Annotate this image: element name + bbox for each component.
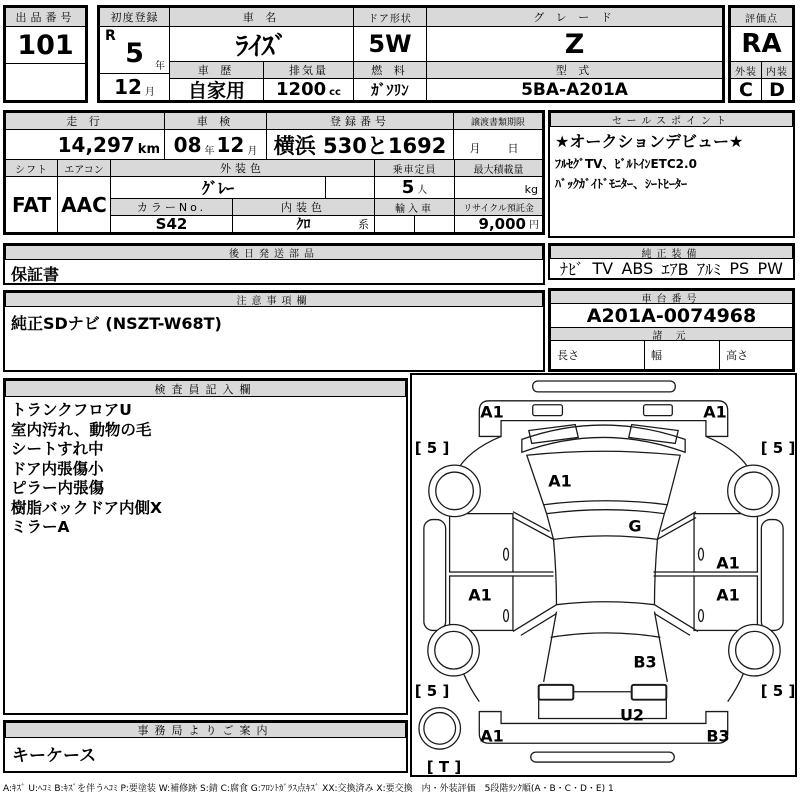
first-reg-month-unit: 月 xyxy=(144,87,155,98)
car-history-label: 車 歴 xyxy=(169,61,264,79)
tire-front-left: [ 5 ] xyxy=(414,439,450,457)
shift-value: FAT xyxy=(5,176,58,233)
door-shape-value: 5W xyxy=(353,26,427,62)
displacement-value: 1200 xyxy=(276,79,327,100)
recycle-label: リサイクル預託金 xyxy=(454,198,543,216)
shaken-label: 車 検 xyxy=(164,112,267,130)
equipment-item: PW xyxy=(757,259,783,278)
shaken-year: 08 xyxy=(173,132,202,157)
interior-grade-label: 内装 xyxy=(761,61,793,79)
later-parts-label: 後日発送部品 xyxy=(5,245,543,260)
transfer-deadline-value: 月 日 xyxy=(453,129,543,160)
dimension-length-cell xyxy=(550,340,645,370)
office-info-value: キーケース xyxy=(12,746,97,766)
damage-diagram xyxy=(410,373,797,777)
score-label: 評価点 xyxy=(730,7,793,27)
exterior-color-label: 外装色 xyxy=(110,159,375,177)
displacement-label: 排気量 xyxy=(263,61,354,79)
door-shape-label: ドア形状 xyxy=(353,7,427,27)
equipment-item: TV xyxy=(592,259,614,278)
caution-notes-value: 純正SDナビ (NSZT-W68T) xyxy=(11,314,222,333)
sales-point-label: セールスポイント xyxy=(550,112,793,127)
shaken-month-unit: 月 xyxy=(247,146,258,157)
chassis-value: A201A-0074968 xyxy=(550,303,793,328)
damage-front-bumper-left: A1 xyxy=(480,402,504,422)
car-name-value: ﾗｲｽﾞ xyxy=(169,26,354,62)
sales-point-box xyxy=(548,110,795,238)
damage-door-rear-right: A1 xyxy=(716,585,740,605)
damage-labels xyxy=(412,375,795,775)
auction-no-blank xyxy=(5,63,86,101)
tire-rear-left: [ 5 ] xyxy=(414,682,450,700)
chassis-label: 車台番号 xyxy=(550,290,793,304)
inspector-note-line: シートすれ中 xyxy=(11,440,104,458)
sales-point-line: ★オークションデビュー★ xyxy=(555,132,744,151)
damage-back-door: U2 xyxy=(619,705,645,725)
dimension-width-cell xyxy=(644,340,720,370)
office-info-box xyxy=(3,720,408,773)
imported-blank-1 xyxy=(374,215,415,233)
first-reg-year-unit: 年 xyxy=(155,61,165,72)
later-parts-value: 保証書 xyxy=(11,265,60,284)
office-info-label: 事務局よりご案内 xyxy=(5,722,406,738)
equipment-item: ｱﾙﾐ xyxy=(696,260,721,279)
mileage-value-cell xyxy=(5,129,165,160)
recycle-unit: 円 xyxy=(529,220,539,231)
inspector-note-line: 樹脂バックドア内側X xyxy=(11,498,162,517)
imported-label: 輸入車 xyxy=(374,198,455,216)
inspector-note-line: トランクフロアU xyxy=(11,401,132,419)
detail-box xyxy=(3,110,545,235)
displacement-unit: cc xyxy=(329,87,341,98)
inspector-note-line: 室内汚れ、動物の毛 xyxy=(11,420,152,439)
caution-notes-box xyxy=(3,290,545,372)
later-parts-box xyxy=(3,243,545,285)
dimension-width-label: 幅 xyxy=(651,349,662,362)
first-reg-year: 5 xyxy=(125,37,144,69)
damage-rear-bumper-right: B3 xyxy=(706,726,730,746)
transfer-deadline-label: 譲渡書類期限 xyxy=(453,112,543,130)
inspector-notes-box xyxy=(3,378,408,715)
model-code-label: 型 式 xyxy=(426,61,723,79)
color-no-label: カラーNo. xyxy=(110,198,233,216)
dimension-height-cell xyxy=(719,340,793,370)
equipment-item: ﾅﾋﾞ xyxy=(560,260,585,279)
dimension-length-label: 長さ xyxy=(557,349,579,362)
tire-front-right: [ 5 ] xyxy=(760,439,796,457)
interior-color-value: ｸﾛ xyxy=(296,217,311,233)
auction-no-value: 101 xyxy=(5,26,86,64)
inspector-note-line: ピラー内張傷 xyxy=(11,479,105,497)
shaken-year-unit: 年 xyxy=(204,146,215,157)
fuel-value: ｶﾞｿﾘﾝ xyxy=(353,78,427,101)
car-history-value: 自家用 xyxy=(169,78,264,101)
first-reg-era: R xyxy=(105,28,116,44)
recycle-value: 9,000 xyxy=(478,215,526,233)
shift-label: シフト xyxy=(5,159,58,177)
aircon-value: AAC xyxy=(57,176,111,233)
score-box xyxy=(728,5,795,103)
exterior-color-blank xyxy=(325,176,375,199)
auction-no-label: 出品番号 xyxy=(5,7,86,27)
equipment-item: ｴｱB xyxy=(661,260,689,279)
exterior-grade-value: C xyxy=(730,78,762,101)
chassis-box xyxy=(548,288,795,372)
car-name-label: 車 名 xyxy=(169,7,354,27)
exterior-color-value: ｸﾞﾚｰ xyxy=(110,176,326,199)
damage-door-front-right: A1 xyxy=(716,553,740,573)
aircon-label: エアコン xyxy=(57,159,111,177)
dimensions-label: 諸 元 xyxy=(550,327,793,341)
equipment-item: PS xyxy=(729,259,750,278)
inspector-note-line: ドア内張傷小 xyxy=(11,459,104,478)
equipment-items xyxy=(550,259,793,278)
mileage-unit: km xyxy=(137,142,160,157)
top-main-box xyxy=(97,5,725,103)
caution-notes-label: 注意事項欄 xyxy=(5,292,543,307)
equipment-item: ABS xyxy=(621,259,654,278)
displacement-value-cell xyxy=(263,78,354,101)
auction-no-box xyxy=(3,5,88,103)
max-load-label: 最大積載量 xyxy=(454,159,543,177)
interior-color-suffix: 系 xyxy=(358,218,369,231)
registration-no-label: 登録番号 xyxy=(266,112,454,130)
damage-rear-bumper-left: A1 xyxy=(480,726,504,746)
equipment-label: 純正装備 xyxy=(550,245,793,259)
mileage-value: 14,297 xyxy=(57,132,135,157)
damage-rear-glass: B3 xyxy=(633,652,657,672)
interior-color-cell xyxy=(232,215,375,233)
model-code-value: 5BA-A201A xyxy=(426,78,723,101)
spare-tire: [ T ] xyxy=(426,758,462,776)
shaken-value-cell xyxy=(164,129,267,160)
first-reg-label: 初度登録 xyxy=(99,7,170,27)
damage-hood: A1 xyxy=(548,471,572,491)
inspector-notes-label: 検査員記入欄 xyxy=(5,380,406,397)
max-load-cell xyxy=(454,176,543,199)
legend-text: A:ｷｽﾞ U:ﾍｺﾐ B:ｷｽﾞを伴うﾍｺﾐ P:要塗装 W:補修跡 S:錆 C:腐食 G:ﾌﾛﾝﾄｶﾞﾗｽ点ｷｽﾞ XX:交換済み X:要交換 内・外装評価 5段階ﾗﾝｸ順(A・B・C・D・E) 1 xyxy=(3,784,614,794)
inspector-notes-lines xyxy=(5,401,406,538)
color-no-value: S42 xyxy=(110,215,233,233)
capacity-unit: 人 xyxy=(417,185,428,196)
first-reg-year-cell xyxy=(99,26,170,74)
mileage-label: 走 行 xyxy=(5,112,165,130)
damage-door-rear-left: A1 xyxy=(468,585,492,605)
interior-color-label: 内装色 xyxy=(232,198,375,216)
damage-front-bumper-right: A1 xyxy=(703,402,727,422)
interior-grade-value: D xyxy=(761,78,793,101)
sales-point-line: ﾌﾙｾｸﾞTV、ﾋﾞﾙﾄｲﾝETC2.0 xyxy=(555,157,697,171)
imported-blank-2 xyxy=(414,215,455,233)
capacity-value: 5 xyxy=(401,177,415,198)
capacity-label: 乗車定員 xyxy=(374,159,455,177)
exterior-grade-label: 外装 xyxy=(730,61,762,79)
max-load-unit: kg xyxy=(524,183,538,196)
score-value: RA xyxy=(730,26,793,62)
registration-no-value: 横浜 530と1692 xyxy=(266,129,454,160)
inspector-note-line: ミラーA xyxy=(11,518,70,536)
shaken-month: 12 xyxy=(216,132,245,157)
dimension-height-label: 高さ xyxy=(726,349,748,362)
grade-label: グ レ ー ド xyxy=(426,7,723,27)
first-reg-month-cell xyxy=(99,73,170,101)
fuel-label: 燃 料 xyxy=(353,61,427,79)
damage-windshield: G xyxy=(628,516,642,536)
sales-point-line: ﾊﾞｯｸｶﾞｲﾄﾞﾓﾆﾀｰ、ｼｰﾄﾋｰﾀｰ xyxy=(555,177,688,191)
sales-point-lines xyxy=(550,128,793,194)
first-reg-month: 12 xyxy=(114,75,142,99)
tire-rear-right: [ 5 ] xyxy=(760,682,796,700)
capacity-value-cell xyxy=(374,176,455,199)
grade-value: Z xyxy=(426,26,723,62)
equipment-box xyxy=(548,243,795,280)
recycle-cell xyxy=(454,215,543,233)
